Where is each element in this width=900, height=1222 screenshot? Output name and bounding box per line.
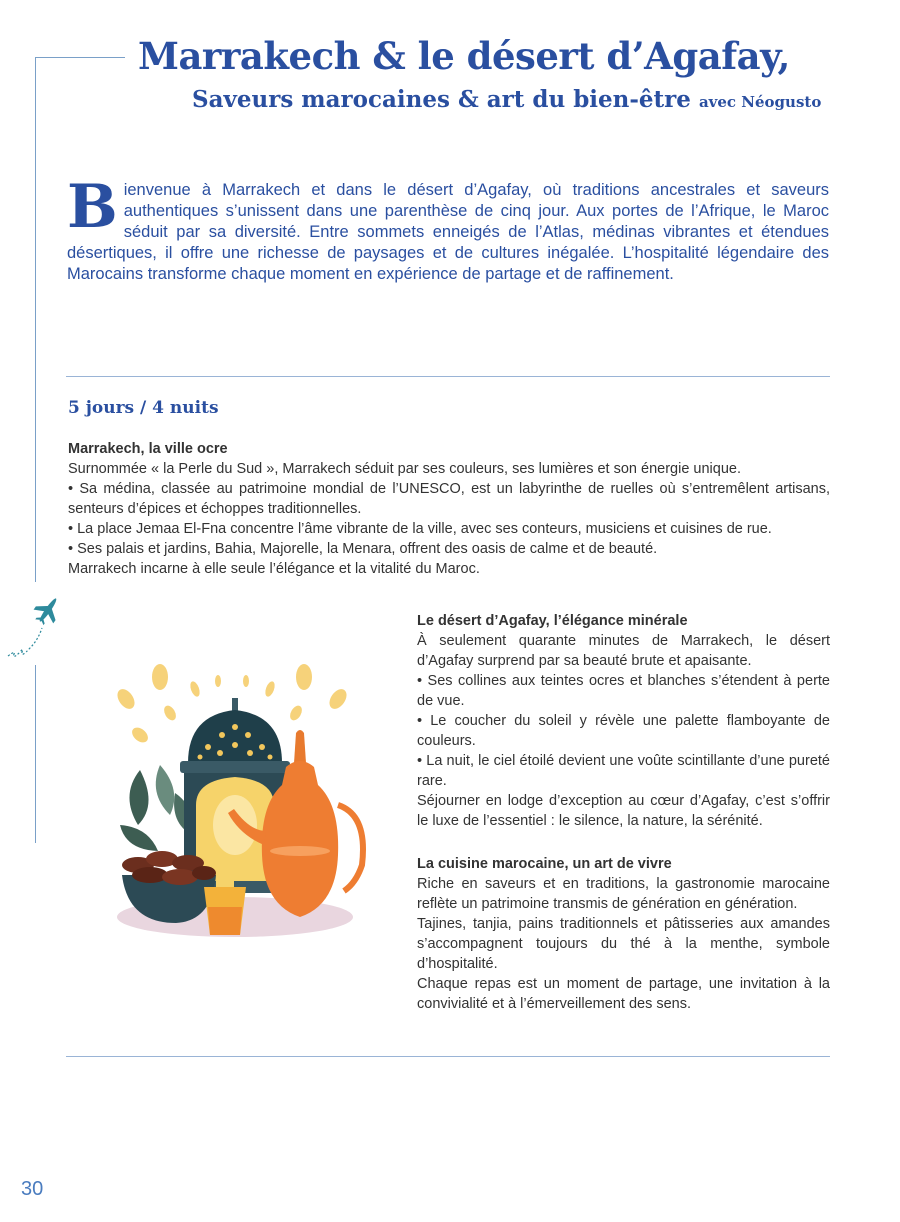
page-title: Marrakech & le désert d’Agafay,: [138, 34, 790, 78]
section-line: Riche en saveurs et en traditions, la gastronomie marocaine reflète un patrimoine transmis de génération en génération.: [417, 876, 830, 912]
subtitle-text: Saveurs marocaines & art du bien-être: [192, 86, 691, 113]
section-heading: La cuisine marocaine, un art de vivre: [417, 856, 672, 872]
section-heading: Le désert d’Agafay, l’élégance minérale: [417, 613, 688, 629]
frame-line-top: [35, 57, 125, 58]
section-line: Marrakech incarne à elle seule l’élégance et la vitalité du Maroc.: [68, 561, 480, 577]
section-heading: Marrakech, la ville ocre: [68, 441, 228, 457]
frame-line-left-lower: [35, 665, 36, 843]
section-line: • Ses collines aux teintes ocres et blanches s’étendent à perte de vue.: [417, 673, 830, 709]
intro-paragraph: [67, 172, 829, 285]
section-line: Tajines, tanjia, pains traditionnels et pâtisseries aux amandes s’accompagnent toujours du thé à la menthe, symbole d’hospitalité.: [417, 916, 830, 972]
section-line: • La nuit, le ciel étoilé devient une voûte scintillante d’une pureté rare.: [417, 753, 830, 789]
section-agafay: [417, 611, 830, 831]
section-marrakech: [68, 439, 830, 579]
section-line: Surnommée « la Perle du Sud », Marrakech séduit par ses couleurs, ses lumières et son énergie unique.: [68, 461, 741, 477]
trip-duration: 5 jours / 4 nuits: [68, 398, 219, 418]
section-line: • Le coucher du soleil y révèle une palette flamboyante de couleurs.: [417, 713, 830, 749]
section-line: À seulement quarante minutes de Marrakech, le désert d’Agafay surprend par sa beauté brute et apaisante.: [417, 633, 830, 669]
frame-line-left: [35, 57, 36, 582]
section-line: Séjourner en lodge d’exception au cœur d’Agafay, c’est s’offrir le luxe de l’essentiel : le silence, la nature, la sérénité.: [417, 793, 830, 829]
section-line: • Ses palais et jardins, Bahia, Majorelle, la Menara, offrent des oasis de calme et de beauté.: [68, 541, 658, 557]
section-line: Chaque repas est un moment de partage, une invitation à la convivialité et à l’émerveillement des sens.: [417, 976, 830, 1012]
subtitle-with: avec Néogusto: [698, 93, 822, 111]
airplane-icon: [4, 592, 66, 662]
drop-cap: B: [67, 172, 118, 242]
section-cuisine: [417, 854, 830, 1014]
moroccan-illustration: [100, 655, 370, 950]
divider-top: [66, 376, 830, 377]
leaves: [120, 765, 193, 851]
page-subtitle: [192, 86, 821, 113]
intro-text: ienvenue à Marrakech et dans le désert d’Agafay, où traditions ancestrales et saveurs authentiques s’unissent dans une parenthèse de cinq jour. Aux portes de l’Afrique, le Maroc séduit par sa diversité. Entre sommets enneigés de l’Atlas, médinas vibrantes et étendues désertiques, il offre une richesse de paysages et de cultures inégalée. L’hospitalité légendaire des Marocains transforme chaque moment en expérience de partage et de raffinement.: [67, 181, 829, 283]
page-number: 30: [21, 1178, 44, 1200]
section-line: • La place Jemaa El-Fna concentre l’âme vibrante de la ville, avec ses conteurs, musiciens et cuisines de rue.: [68, 521, 772, 537]
section-line: • Sa médina, classée au patrimoine mondial de l’UNESCO, est un labyrinthe de ruelles où s’entremêlent artisans, senteurs d’épices et échoppes traditionnelles.: [68, 481, 830, 517]
divider-bottom: [66, 1056, 830, 1057]
